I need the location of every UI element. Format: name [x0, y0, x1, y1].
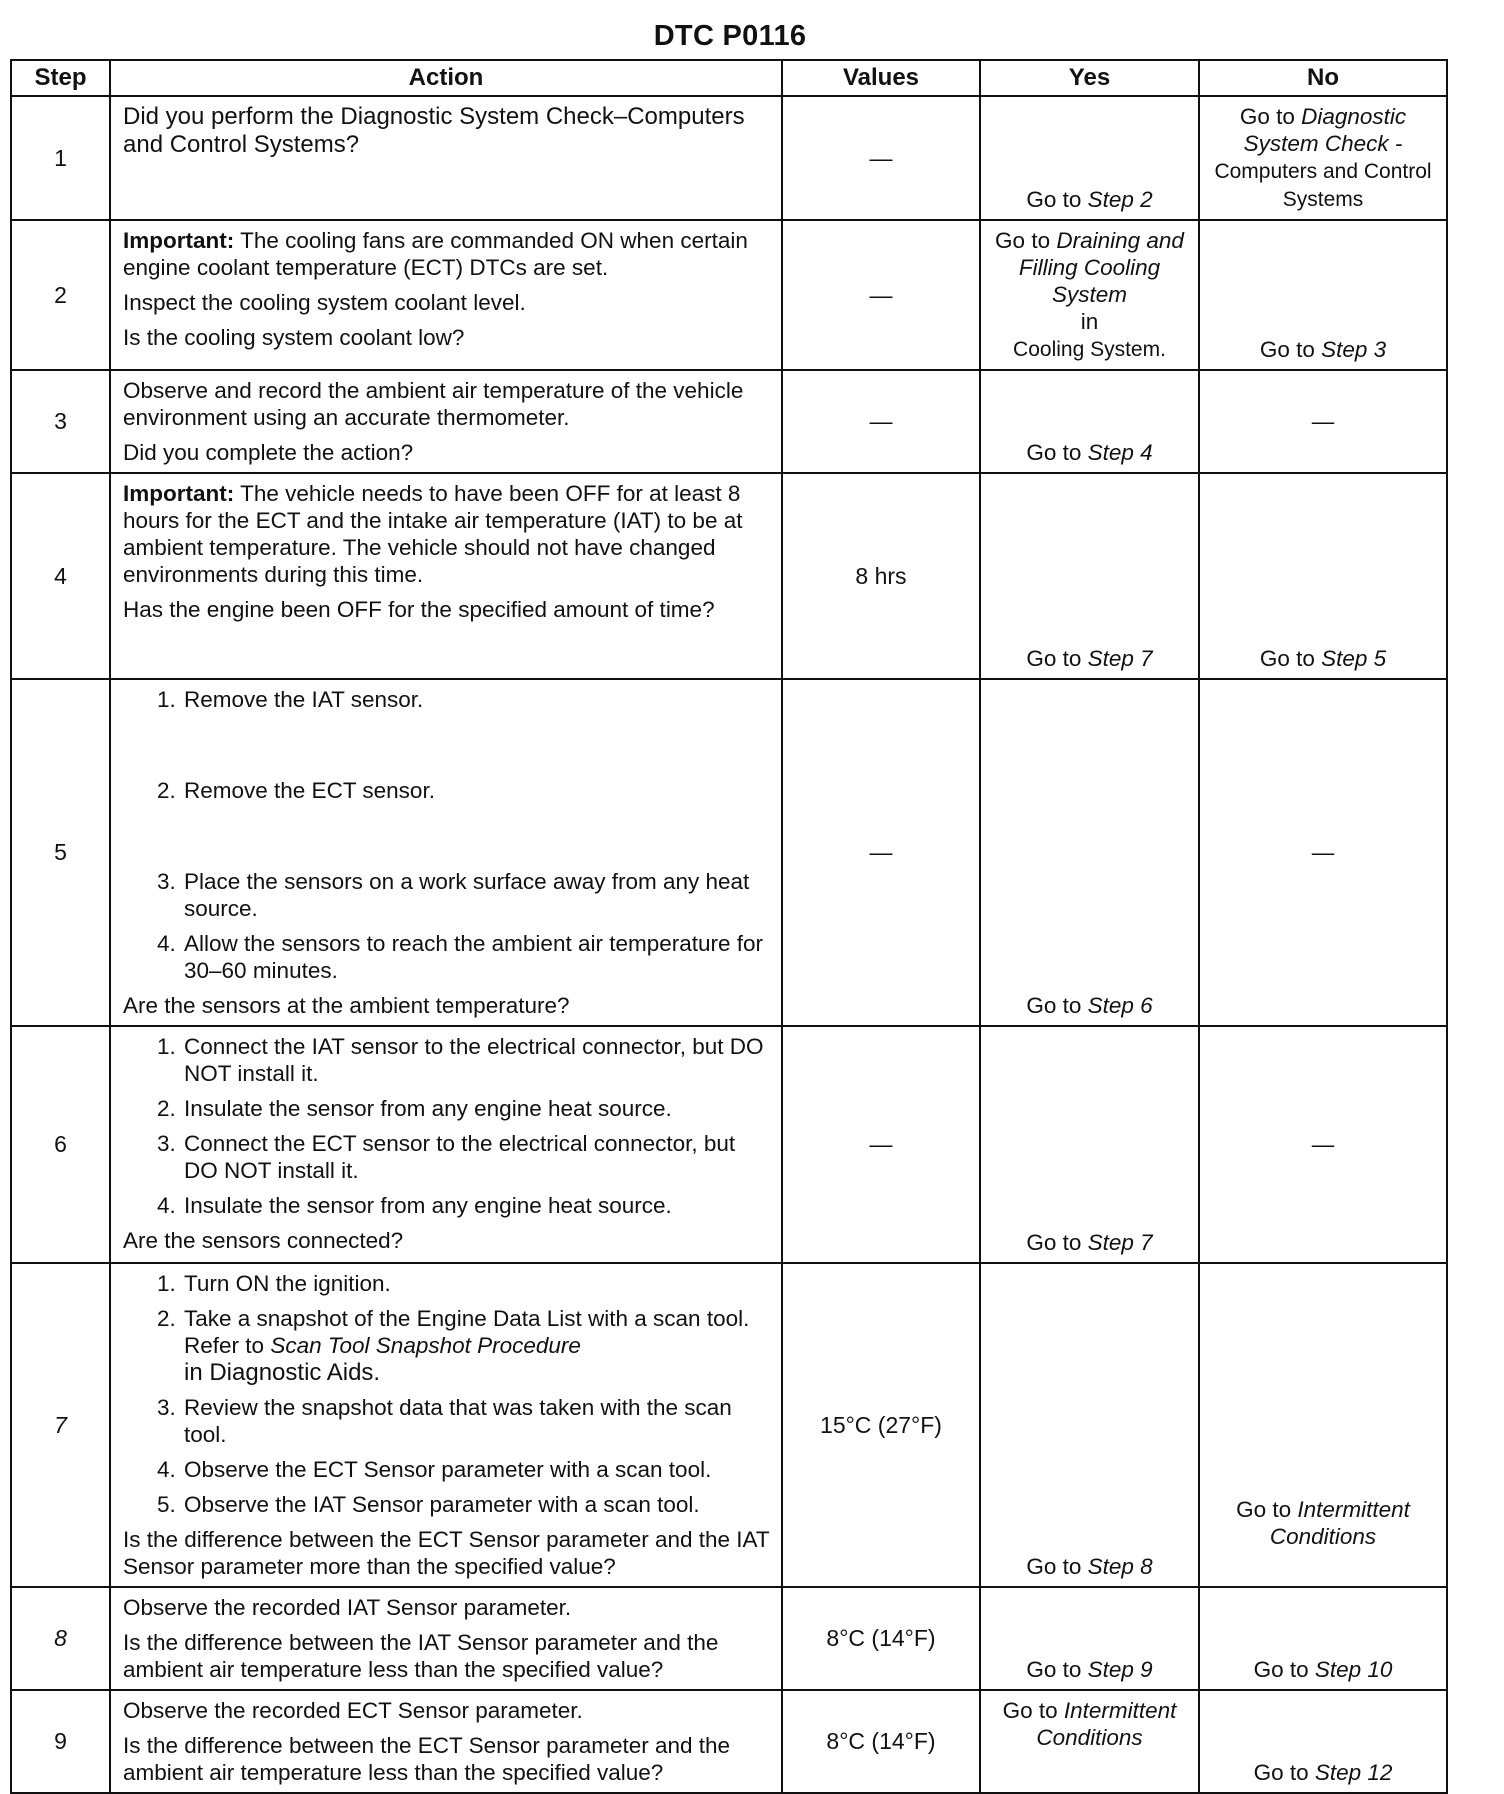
yes-target-link[interactable]: Step 8: [1087, 1554, 1153, 1579]
no-cell: [1199, 473, 1447, 679]
no-cell: [1199, 1263, 1447, 1587]
no-cell: —: [1199, 1026, 1447, 1263]
no-cell: —: [1199, 679, 1447, 1026]
action-question: Is the difference between the IAT Sensor parameter and the ambient air temperature less than the specified value?: [123, 1630, 719, 1682]
no-cell: [1199, 220, 1447, 370]
header-values: Values: [782, 60, 980, 96]
yes-cell: [980, 1587, 1199, 1690]
no-cell: —: [1199, 370, 1447, 473]
list-item: 3. Connect the ECT sensor to the electrical connector, but DO NOT install it.: [182, 1130, 771, 1184]
list-item: 1. Connect the IAT sensor to the electrical connector, but DO NOT install it.: [182, 1033, 771, 1087]
list-item: 5. Observe the IAT Sensor parameter with a scan tool.: [182, 1491, 771, 1518]
go-to-label: Go to: [1026, 440, 1082, 465]
important-label: Important:: [123, 228, 235, 253]
step-number: 4: [11, 473, 110, 679]
go-to-label: Go to: [1259, 337, 1315, 362]
no-target-link[interactable]: Diagnostic System Check -: [1243, 104, 1407, 156]
action-question: Are the sensors connected?: [123, 1228, 404, 1253]
important-note: [123, 227, 771, 281]
no-target-link[interactable]: Step 3: [1321, 337, 1387, 362]
yes-target-link[interactable]: Step 9: [1087, 1657, 1153, 1682]
table-row: [11, 220, 1447, 370]
list-item: 1. Turn ON the ignition.: [182, 1270, 771, 1297]
action-instruction: Inspect the cooling system coolant level.: [123, 290, 526, 315]
action-question: Has the engine been OFF for the specified amount of time?: [123, 597, 715, 622]
header-yes: Yes: [980, 60, 1199, 96]
value-cell: 8 hrs: [782, 473, 980, 679]
step-number: 5: [11, 679, 110, 1026]
go-to-label: Go to: [1253, 1657, 1309, 1682]
action-instruction: Observe the recorded ECT Sensor parameter.: [123, 1698, 583, 1723]
action-cell: [110, 473, 782, 679]
important-note: [123, 480, 771, 588]
go-to-label: Go to: [1026, 993, 1082, 1018]
yes-target-in: in: [1080, 309, 1099, 334]
value-cell: —: [782, 370, 980, 473]
step-number: 6: [11, 1026, 110, 1263]
list-item: 1. Remove the IAT sensor.: [182, 686, 771, 713]
yes-target-link[interactable]: Step 2: [1087, 187, 1153, 212]
go-to-label: Go to: [1002, 1698, 1058, 1723]
value-cell: 8°C (14°F): [782, 1587, 980, 1690]
value-cell: —: [782, 96, 980, 220]
action-cell: [110, 220, 782, 370]
no-target-link[interactable]: Step 5: [1321, 646, 1387, 671]
step-number: [11, 1263, 110, 1587]
list-item: 4. Insulate the sensor from any engine heat source.: [182, 1192, 771, 1219]
step-number: 3: [11, 370, 110, 473]
action-instruction: Observe the recorded IAT Sensor parameter.: [123, 1595, 572, 1620]
procedure-link[interactable]: Scan Tool Snapshot Procedure: [270, 1333, 581, 1358]
yes-cell: [980, 679, 1199, 1026]
yes-target-link[interactable]: Step 7: [1087, 646, 1153, 671]
yes-cell: [980, 1263, 1199, 1587]
yes-target-link[interactable]: Step 4: [1087, 440, 1153, 465]
list-item: 3. Review the snapshot data that was taken with the scan tool.: [182, 1394, 771, 1448]
important-text: The vehicle needs to have been OFF for at least 8 hours for the ECT and the intake air temperature (IAT) to be at ambient temperature. The vehicle should not have changed environments during this time.: [123, 481, 743, 587]
table-row: [11, 679, 1447, 1026]
action-instruction: Observe and record the ambient air temperature of the vehicle environment using an accurate thermometer.: [123, 378, 744, 430]
no-target-link[interactable]: Intermittent Conditions: [1269, 1497, 1410, 1549]
no-target-link[interactable]: Step 10: [1314, 1657, 1393, 1682]
go-to-label: Go to: [1236, 1497, 1292, 1522]
list-item: 3. Place the sensors on a work surface away from any heat source.: [182, 868, 771, 922]
action-question: Did you complete the action?: [123, 440, 414, 465]
table-row: [11, 1690, 1447, 1793]
important-text: The cooling fans are commanded ON when certain engine coolant temperature (ECT) DTCs are set.: [123, 228, 748, 280]
go-to-label: Go to: [995, 228, 1051, 253]
header-step: Step: [11, 60, 110, 96]
action-steps: [123, 1033, 771, 1219]
list-item: 4. Allow the sensors to reach the ambient air temperature for 30–60 minutes.: [182, 930, 771, 984]
diagnostic-table: [10, 59, 1448, 1794]
go-to-label: Go to: [1259, 646, 1315, 671]
action-steps: [123, 686, 771, 984]
no-target-link[interactable]: Step 12: [1314, 1760, 1393, 1785]
action-steps: [123, 1270, 771, 1518]
go-to-label: Go to: [1239, 104, 1295, 129]
go-to-label: Go to: [1253, 1760, 1309, 1785]
important-label: Important:: [123, 481, 235, 506]
table-row: [11, 1026, 1447, 1263]
yes-cell: [980, 96, 1199, 220]
action-cell: [110, 679, 782, 1026]
action-cell: [110, 1690, 782, 1793]
yes-cell: [980, 220, 1199, 370]
action-cell: [110, 96, 782, 220]
yes-cell: [980, 473, 1199, 679]
header-no: No: [1199, 60, 1447, 96]
action-cell: [110, 370, 782, 473]
value-cell: 8°C (14°F): [782, 1690, 980, 1793]
yes-target-link[interactable]: Draining and Filling Cooling System: [1018, 228, 1184, 307]
list-item: 2. Insulate the sensor from any engine heat source.: [182, 1095, 771, 1122]
yes-target-link[interactable]: Intermittent Conditions: [1036, 1698, 1177, 1750]
action-cell: [110, 1587, 782, 1690]
action-question: Is the difference between the ECT Sensor parameter and the ambient air temperature less than the specified value?: [123, 1733, 731, 1785]
table-row: [11, 96, 1447, 220]
action-question: Did you perform the Diagnostic System Check–Computers and Control Systems?: [123, 103, 745, 158]
no-target-suffix: Computers and Control Systems: [1214, 160, 1432, 211]
go-to-label: Go to: [1026, 646, 1082, 671]
step-number: [11, 1587, 110, 1690]
no-cell: [1199, 96, 1447, 220]
list-item: 4. Observe the ECT Sensor parameter with a scan tool.: [182, 1456, 771, 1483]
yes-target-link[interactable]: Step 7: [1087, 1230, 1153, 1255]
no-cell: [1199, 1587, 1447, 1690]
step-number: 1: [11, 96, 110, 220]
go-to-label: Go to: [1026, 1657, 1082, 1682]
table-row: [11, 1263, 1447, 1587]
yes-cell: [980, 370, 1199, 473]
go-to-label: Go to: [1026, 187, 1082, 212]
procedure-location: in Diagnostic Aids.: [184, 1359, 381, 1386]
list-item: 2. Remove the ECT sensor.: [182, 777, 771, 804]
value-cell: 15°C (27°F): [782, 1263, 980, 1587]
step-number: 2: [11, 220, 110, 370]
go-to-label: Go to: [1026, 1554, 1082, 1579]
value-cell: —: [782, 220, 980, 370]
value-cell: —: [782, 679, 980, 1026]
table-row: [11, 473, 1447, 679]
list-item: [182, 1305, 771, 1386]
action-cell: [110, 1026, 782, 1263]
table-row: [11, 370, 1447, 473]
action-cell: [110, 1263, 782, 1587]
table-header-row: [11, 60, 1447, 96]
action-question: Are the sensors at the ambient temperature?: [123, 993, 570, 1018]
yes-cell: [980, 1026, 1199, 1263]
step-number-text: 8: [54, 1625, 67, 1651]
yes-target-link[interactable]: Step 6: [1087, 993, 1153, 1018]
value-cell: —: [782, 1026, 980, 1263]
step-number-text: 7: [54, 1411, 67, 1438]
step-number: 9: [11, 1690, 110, 1793]
action-question: Is the cooling system coolant low?: [123, 325, 465, 350]
yes-target-suffix: Cooling System.: [1013, 338, 1166, 361]
table-row: [11, 1587, 1447, 1690]
no-cell: [1199, 1690, 1447, 1793]
header-action: Action: [110, 60, 782, 96]
page-title: DTC P0116: [653, 20, 807, 52]
yes-cell: [980, 1690, 1199, 1793]
action-question: Is the difference between the ECT Sensor parameter and the IAT Sensor parameter more than the specified value?: [123, 1527, 770, 1579]
list-item-text: Take a snapshot of the Engine Data List with a scan tool. Refer to: [184, 1306, 750, 1358]
go-to-label: Go to: [1026, 1230, 1082, 1255]
